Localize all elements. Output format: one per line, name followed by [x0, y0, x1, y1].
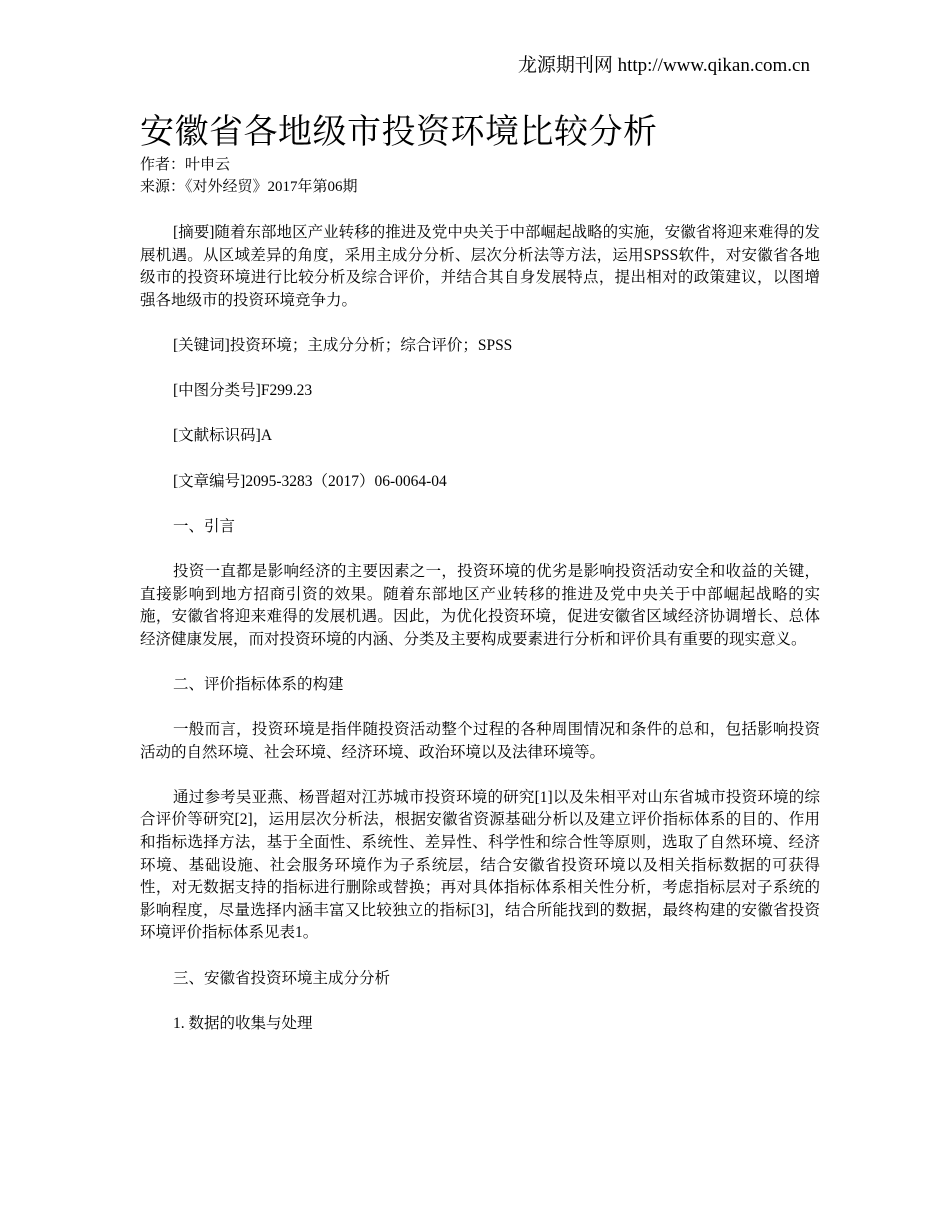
source-line: 来源：《对外经贸》2017年第06期	[140, 179, 358, 195]
clc-number-line: [中图分类号]F299.23	[173, 382, 313, 400]
article-number-line: [文章编号]2095-3283（2017）06-0064-04	[173, 472, 447, 490]
indicator-system-paragraph-2: 通过参考吴亚燕、杨晋超对江苏城市投资环境的研究[1]以及朱相平对山东省城市投资环境的综合评价等研究[2]，运用层次分析法，根据安徽省资源基础分析以及建立评价指标体系的目的、作用和指标选择方法，基于全面性、系统性、差异性、科学性和综合性等原则，选取了自然环境、经济环境、基础设施、社会服务环境作为子系统层，结合安徽省投资环境以及相关指标数据的可获得性，对无数据支持的指标进行删除或替换；再对具体指标体系相关性分析，考虑指标层对子系统的影响程度，尽量选择内涵丰富又比较独立的指标[3]，结合所能找到的数据，最终构建的安徽省投资环境评价指标体系见表1。	[140, 788, 820, 942]
section-heading-indicator-system: 二、评价指标体系的构建	[173, 675, 344, 693]
subsection-heading-data-collection: 1. 数据的收集与处理	[173, 1014, 313, 1032]
site-header: 龙源期刊网 http://www.qikan.com.cn	[517, 55, 810, 76]
keywords-line: [关键词]投资环境；主成分分析；综合评价；SPSS	[173, 336, 513, 354]
indicator-system-paragraph-1: 一般而言，投资环境是指伴随投资活动整个过程的各种周围情况和条件的总和，包括影响投资活动的自然环境、社会环境、经济环境、政治环境以及法律环境等。	[140, 721, 820, 761]
document-code-line: [文献标识码]A	[173, 427, 273, 445]
abstract-paragraph: [摘要]随着东部地区产业转移的推进及党中央关于中部崛起战略的实施，安徽省将迎来难得的发展机遇。从区域差异的角度，采用主成分分析、层次分析法等方法，运用SPSS软件，对安徽省各地级市的投资环境进行比较分析及综合评价，并结合其自身发展特点，提出相对的政策建议，以图增强各地级市的投资环境竞争力。	[140, 224, 820, 309]
introduction-paragraph: 投资一直都是影响经济的主要因素之一，投资环境的优劣是影响投资活动安全和收益的关键，直接影响到地方招商引资的效果。随着东部地区产业转移的推进及党中央关于中部崛起战略的实施，安徽省将迎来难得的发展机遇。因此，为优化投资环境，促进安徽省区域经济协调增长、总体经济健康发展，而对投资环境的内涵、分类及主要构成要素进行分析和评价具有重要的现实意义。	[140, 562, 820, 648]
article-title: 安徽省各地级市投资环境比较分析	[140, 112, 658, 152]
author-line: 作者：叶申云	[140, 157, 231, 173]
article-body	[140, 222, 820, 1035]
section-heading-introduction: 一、引言	[173, 517, 236, 535]
section-heading-pca: 三、安徽省投资环境主成分分析	[173, 969, 391, 987]
article	[140, 110, 820, 1058]
